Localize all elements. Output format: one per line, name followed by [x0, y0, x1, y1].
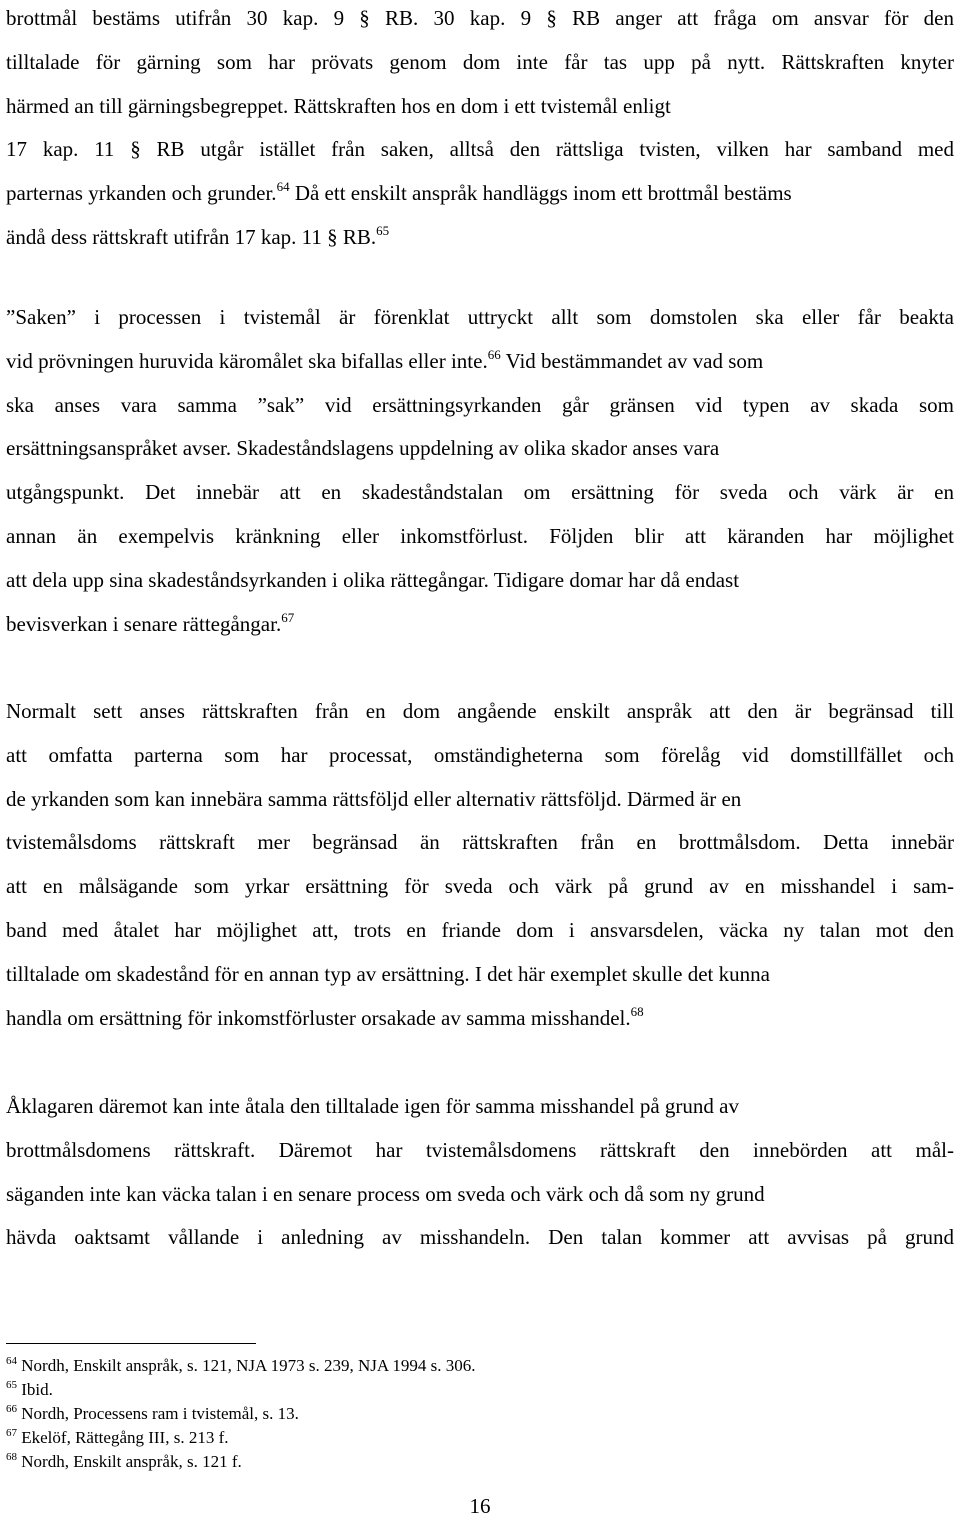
footnote-number: 64 — [6, 1355, 17, 1367]
text-segment: ändå dess rättskraft utifrån 17 kap. 11 § RB. — [6, 224, 377, 249]
text-line: härmed an till gärningsbegreppet. Rättskraften hos en dom i ett tvistemål enligt — [6, 93, 671, 118]
paragraph-2 — [6, 296, 954, 646]
text-line: hävda oaktsamt vållande i anledning av misshandeln. Den talan kommer att avvisas på grund — [6, 1225, 954, 1250]
text-line — [6, 997, 954, 1041]
footnote-number: 65 — [6, 1379, 17, 1391]
paragraph-4 — [6, 1085, 954, 1260]
text-line: brottmålsdomens rättskraft. Däremot har tvistemålsdomens rättskraft den innebörden att mål- — [6, 1137, 954, 1162]
text-segment: handla om ersättning för inkomstförluster orsakade av samma misshandel. — [6, 1005, 631, 1030]
text-line — [6, 172, 954, 216]
footnote-number: 66 — [6, 1403, 17, 1415]
text-line: att en målsägande som yrkar ersättning för sveda och värk på grund av en misshandel i sam- — [6, 874, 954, 899]
text-segment: bevisverkan i senare rättegångar. — [6, 611, 282, 636]
footnote-text: Ekelöf, Rättegång III, s. 213 f. — [21, 1428, 229, 1447]
text-line: säganden inte kan väcka talan i en senare process om sveda och värk och då som ny grund — [6, 1181, 765, 1206]
text-line: utgångspunkt. Det innebär att en skadeståndstalan om ersättning för sveda och värk är en — [6, 480, 954, 505]
text-segment: vid prövningen huruvida käromålet ska bifallas eller inte. — [6, 348, 488, 373]
text-segment: Då ett enskilt anspråk handläggs inom ett brottmål bestäms — [294, 181, 792, 206]
footnote-text: Ibid. — [21, 1380, 53, 1399]
text-line: ersättningsanspråket avser. Skadeståndslagens uppdelning av olika skador anses vara — [6, 436, 720, 461]
text-line: brottmål bestäms utifrån 30 kap. 9 § RB. 30 kap. 9 § RB anger att fråga om ansvar för den — [6, 6, 954, 30]
text-line: ”Saken” i processen i tvistemål är förenklat uttryckt allt som domstolen ska eller får beakta — [6, 305, 954, 329]
footnote-ref: 64 — [276, 179, 290, 195]
footnote — [6, 1402, 954, 1426]
text-line: tilltalade om skadestånd för en annan typ av ersättning. I det här exemplet skulle det kunna — [6, 961, 770, 986]
footnotes — [6, 1354, 954, 1474]
footnote-ref: 67 — [281, 609, 295, 625]
footnote — [6, 1426, 954, 1450]
text-line: ska anses vara samma ”sak” vid ersättningsyrkanden går gränsen vid typen av skada som — [6, 392, 954, 417]
text-line: de yrkanden som kan innebära samma rättsföljd eller alternativ rättsföljd. Därmed är en — [6, 786, 742, 811]
text-line: att omfatta parterna som har processat, omständigheterna som förelåg vid domstillfället och — [6, 742, 954, 767]
text-line: 17 kap. 11 § RB utgår istället från saken, alltså den rättsliga tvisten, vilken har samband med — [6, 137, 954, 162]
text-line: band med åtalet har möjlighet att, trots en friande dom i ansvarsdelen, väcka ny talan mot den — [6, 917, 954, 942]
footnote-ref: 65 — [376, 222, 390, 238]
footnote-number: 68 — [6, 1451, 17, 1463]
text-line: tilltalade för gärning som har prövats genom dom inte får tas upp på nytt. Rättskraften knyter — [6, 49, 954, 74]
footnote-text: Nordh, Processens ram i tvistemål, s. 13. — [21, 1404, 299, 1423]
text-line: att dela upp sina skadeståndsyrkanden i olika rättegångar. Tidigare domar har då endast — [6, 567, 740, 592]
text-line: annan än exempelvis kränkning eller inkomstförlust. Följden blir att käranden har möjlighet — [6, 523, 954, 548]
text-line: Åklagaren däremot kan inte åtala den tilltalade igen för samma misshandel på grund av — [6, 1094, 739, 1118]
text-line: Normalt sett anses rättskraften från en dom angående enskilt anspråk att den är begränsad till — [6, 699, 954, 723]
footnote — [6, 1450, 954, 1474]
footnote-separator — [6, 1343, 256, 1344]
paragraph-1 — [6, 0, 954, 260]
paragraph-3 — [6, 690, 954, 1040]
footnote — [6, 1378, 954, 1402]
text-line: tvistemålsdoms rättskraft mer begränsad än rättskraften från en brottmålsdom. Detta innebär — [6, 830, 954, 855]
text-segment: parternas yrkanden och grunder. — [6, 181, 277, 206]
footnote-text: Nordh, Enskilt anspråk, s. 121, NJA 1973 s. 239, NJA 1994 s. 306. — [21, 1356, 476, 1375]
footnote — [6, 1354, 954, 1378]
text-line — [6, 603, 954, 647]
text-segment: Vid bestämmandet av vad som — [505, 348, 764, 373]
text-line — [6, 216, 954, 260]
footnote-ref: 66 — [487, 346, 501, 362]
footnote-number: 67 — [6, 1427, 17, 1439]
page-number: 16 — [469, 1494, 491, 1518]
footnote-ref: 68 — [630, 1003, 644, 1019]
text-line — [6, 340, 954, 384]
footnote-text: Nordh, Enskilt anspråk, s. 121 f. — [21, 1452, 242, 1471]
